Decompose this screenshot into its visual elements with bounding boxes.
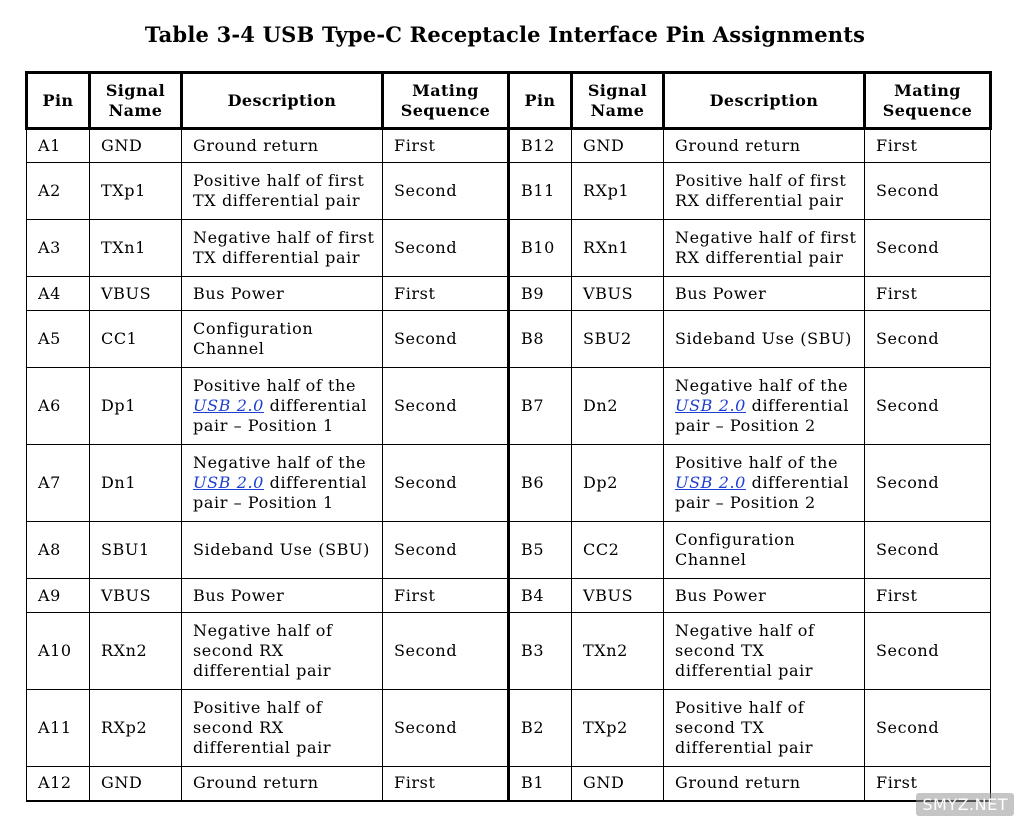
description-cell: Ground return (664, 129, 865, 163)
table-row (27, 129, 991, 163)
header-mating-sequence: Mating Sequence (865, 73, 991, 129)
mating-sequence-cell: Second (865, 522, 991, 579)
signal-cell: TXp2 (572, 690, 664, 767)
signal-cell: VBUS (572, 579, 664, 613)
pin-cell: A2 (27, 163, 90, 220)
description-text: Negative half of the (193, 453, 367, 472)
signal-cell: RXp1 (572, 163, 664, 220)
table-row (27, 690, 991, 767)
pin-cell: B6 (509, 445, 572, 522)
signal-cell: SBU1 (90, 522, 182, 579)
mating-sequence-cell: First (383, 767, 509, 801)
description-cell (664, 368, 865, 445)
pin-cell: A11 (27, 690, 90, 767)
signal-cell: GND (90, 129, 182, 163)
mating-sequence-cell: Second (383, 311, 509, 368)
table-title: Table 3-4 USB Type-C Receptacle Interface Pin Assignments (144, 22, 866, 47)
table-body (27, 129, 991, 801)
description-text: differential pair – Position 1 (193, 473, 368, 512)
signal-cell: CC2 (572, 522, 664, 579)
description-cell: Sideband Use (SBU) (182, 522, 383, 579)
description-cell: Ground return (664, 767, 865, 801)
mating-sequence-cell: Second (383, 220, 509, 277)
pin-cell: B12 (509, 129, 572, 163)
header-mating-sequence: Mating Sequence (383, 73, 509, 129)
header-signal-name: Signal Name (90, 73, 182, 129)
signal-cell: RXp2 (90, 690, 182, 767)
header-pin: Pin (509, 73, 572, 129)
description-cell: Positive half of second RX differential pair (182, 690, 383, 767)
pin-cell: A5 (27, 311, 90, 368)
mating-sequence-cell: First (865, 129, 991, 163)
description-text: Positive half of the (675, 453, 839, 472)
description-text: Positive half of the (193, 376, 357, 395)
watermark: SMYZ.NET (916, 793, 1014, 816)
signal-cell: RXn2 (90, 613, 182, 690)
description-text: differential pair – Position 1 (193, 396, 368, 435)
usb-2-0-link[interactable]: USB 2.0 (193, 473, 264, 492)
signal-cell: Dn2 (572, 368, 664, 445)
signal-cell: VBUS (90, 277, 182, 311)
description-cell: Negative half of first RX differential pair (664, 220, 865, 277)
signal-cell: GND (572, 129, 664, 163)
usb-2-0-link[interactable]: USB 2.0 (675, 473, 746, 492)
mating-sequence-cell: Second (865, 311, 991, 368)
pin-cell: A6 (27, 368, 90, 445)
description-text: Negative half of the (675, 376, 849, 395)
table-row (27, 613, 991, 690)
pin-cell: A7 (27, 445, 90, 522)
mating-sequence-cell: First (865, 767, 991, 801)
mating-sequence-cell: Second (865, 220, 991, 277)
mating-sequence-cell: Second (383, 690, 509, 767)
table-row (27, 579, 991, 613)
pin-cell: A8 (27, 522, 90, 579)
pin-cell: B7 (509, 368, 572, 445)
usb-2-0-link[interactable]: USB 2.0 (675, 396, 746, 415)
table-row (27, 522, 991, 579)
signal-cell: SBU2 (572, 311, 664, 368)
mating-sequence-cell: First (383, 579, 509, 613)
pin-cell: B9 (509, 277, 572, 311)
description-cell: Bus Power (664, 579, 865, 613)
mating-sequence-cell: Second (865, 690, 991, 767)
mating-sequence-cell: Second (383, 368, 509, 445)
description-text: differential pair – Position 2 (675, 396, 850, 435)
description-cell: Ground return (182, 767, 383, 801)
mating-sequence-cell: Second (865, 163, 991, 220)
description-cell (664, 445, 865, 522)
mating-sequence-cell: Second (865, 613, 991, 690)
signal-cell: TXn1 (90, 220, 182, 277)
description-cell: Bus Power (182, 579, 383, 613)
description-cell: Positive half of first RX differential pair (664, 163, 865, 220)
signal-cell: TXp1 (90, 163, 182, 220)
pin-cell: B5 (509, 522, 572, 579)
pin-assignment-table (25, 71, 992, 802)
pin-cell: B11 (509, 163, 572, 220)
mating-sequence-cell: Second (865, 445, 991, 522)
signal-cell: Dn1 (90, 445, 182, 522)
signal-cell: Dp2 (572, 445, 664, 522)
mating-sequence-cell: First (383, 277, 509, 311)
description-cell: Configuration Channel (664, 522, 865, 579)
table-row (27, 277, 991, 311)
header-signal-name: Signal Name (572, 73, 664, 129)
description-text: differential pair – Position 2 (675, 473, 850, 512)
description-cell: Positive half of second TX differential pair (664, 690, 865, 767)
mating-sequence-cell: Second (383, 522, 509, 579)
signal-cell: GND (90, 767, 182, 801)
table-row (27, 368, 991, 445)
pin-cell: A10 (27, 613, 90, 690)
usb-2-0-link[interactable]: USB 2.0 (193, 396, 264, 415)
pin-cell: B4 (509, 579, 572, 613)
table-row (27, 767, 991, 801)
signal-cell: Dp1 (90, 368, 182, 445)
description-cell: Sideband Use (SBU) (664, 311, 865, 368)
mating-sequence-cell: Second (383, 613, 509, 690)
signal-cell: TXn2 (572, 613, 664, 690)
mating-sequence-cell: First (865, 579, 991, 613)
header-description: Description (182, 73, 383, 129)
description-cell (182, 445, 383, 522)
description-cell: Positive half of first TX differential pair (182, 163, 383, 220)
pin-cell: A9 (27, 579, 90, 613)
mating-sequence-cell: First (865, 277, 991, 311)
table-row (27, 311, 991, 368)
description-cell: Bus Power (664, 277, 865, 311)
signal-cell: VBUS (572, 277, 664, 311)
description-cell: Negative half of second TX differential pair (664, 613, 865, 690)
mating-sequence-cell: Second (383, 163, 509, 220)
header-row (27, 73, 991, 129)
pin-cell: A1 (27, 129, 90, 163)
signal-cell: GND (572, 767, 664, 801)
description-cell (182, 368, 383, 445)
signal-cell: VBUS (90, 579, 182, 613)
pin-cell: B1 (509, 767, 572, 801)
header-pin: Pin (27, 73, 90, 129)
pin-cell: B8 (509, 311, 572, 368)
signal-cell: CC1 (90, 311, 182, 368)
mating-sequence-cell: Second (383, 445, 509, 522)
pin-cell: B2 (509, 690, 572, 767)
description-cell: Configuration Channel (182, 311, 383, 368)
table-row (27, 445, 991, 522)
pin-cell: B3 (509, 613, 572, 690)
pin-cell: A12 (27, 767, 90, 801)
description-cell: Ground return (182, 129, 383, 163)
signal-cell: RXn1 (572, 220, 664, 277)
table-row (27, 220, 991, 277)
description-cell: Negative half of second RX differential pair (182, 613, 383, 690)
mating-sequence-cell: First (383, 129, 509, 163)
pin-cell: A4 (27, 277, 90, 311)
mating-sequence-cell: Second (865, 368, 991, 445)
pin-cell: B10 (509, 220, 572, 277)
table-row (27, 163, 991, 220)
description-cell: Bus Power (182, 277, 383, 311)
pin-cell: A3 (27, 220, 90, 277)
header-description: Description (664, 73, 865, 129)
description-cell: Negative half of first TX differential pair (182, 220, 383, 277)
